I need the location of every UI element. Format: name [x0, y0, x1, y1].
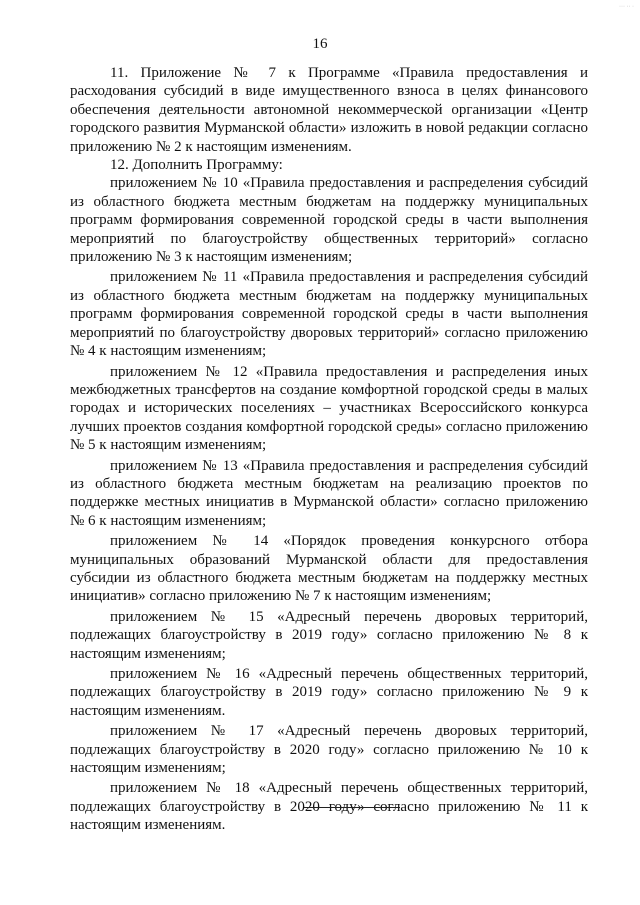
annex-13-paragraph: приложением № 13 «Правила предоставления и распределения субсидий из областного бюджета местным бюджетам на реализацию проектов по поддержке местных инициатив в Мурманской области» согласно приложению № 6 к настоящим изменениям; — [70, 457, 588, 529]
annex-17-paragraph: приложением № 17 «Адресный перечень дворовых территорий, подлежащих благоустройству в 2020 году» согласно приложению № 10 к настоящим изменениям; — [70, 723, 588, 777]
scan-corner-mark: ··· ·· · — [619, 4, 634, 10]
annex-14-paragraph: приложением № 14 «Порядок проведения конкурсного отбора муниципальных образований Мурманской области для предоставления субсидии из областного бюджета местным бюджетам на поддержку местных инициатив» согласно приложению № 7 к настоящим изменениям; — [70, 533, 588, 605]
annex-15-paragraph: приложением № 15 «Адресный перечень дворовых территорий, подлежащих благоустройству в 2019 году» согласно приложению № 8 к настоящим изменениям; — [70, 608, 588, 662]
annex-11-paragraph: приложением № 11 «Правила предоставления и распределения субсидий из областного бюджета местным бюджетам на поддержку муниципальных программ формирования современной городской среды в части выполнения мероприятий по благоустройству дворовых территорий» согласно приложению № 4 к настоящим изменениям; — [70, 269, 588, 360]
page-number: 16 — [312, 36, 328, 52]
annex-12-paragraph: приложением № 12 «Правила предоставления и распределения иных межбюджетных трансфертов на создание комфортной городской среды в малых городах и исторических поселениях – участниках Всероссийского конкурса лучших проектов создания комфортной городской среды» согласно приложению № 5 к настоящим изменениям; — [70, 363, 588, 454]
closing-rule-divider — [304, 807, 400, 808]
annex-16-paragraph: приложением № 16 «Адресный перечень общественных территорий, подлежащих благоустройству в 2019 году» согласно приложению № 9 к настоящим изменениям. — [70, 666, 588, 719]
paragraph-item-11: 11. Приложение № 7 к Программе «Правила предоставления и расходования субсидий в виде имущественного взноса в целях финансового обеспечения деятельности автономной некоммерческой организации «Центр городского развития Мурманской области» изложить в новой редакции согласно приложению № 2 к настоящим изменениям. — [70, 65, 588, 155]
paragraph-item-12: 12. Дополнить Программу: — [110, 157, 283, 174]
annex-10-paragraph: приложением № 10 «Правила предоставления и распределения субсидий из областного бюджета местным бюджетам на поддержку муниципальных программ формирования современной городской среды в части выполнения мероприятий по благоустройству общественных территорий» согласно приложению № 3 к настоящим изменениям; — [70, 175, 588, 266]
annex-18-paragraph: приложением № 18 «Адресный перечень общественных территорий, подлежащих благоустройству в 2020 году» согласно приложению № 11 к настоящим изменениям. — [70, 780, 588, 834]
document-body — [70, 64, 588, 835]
